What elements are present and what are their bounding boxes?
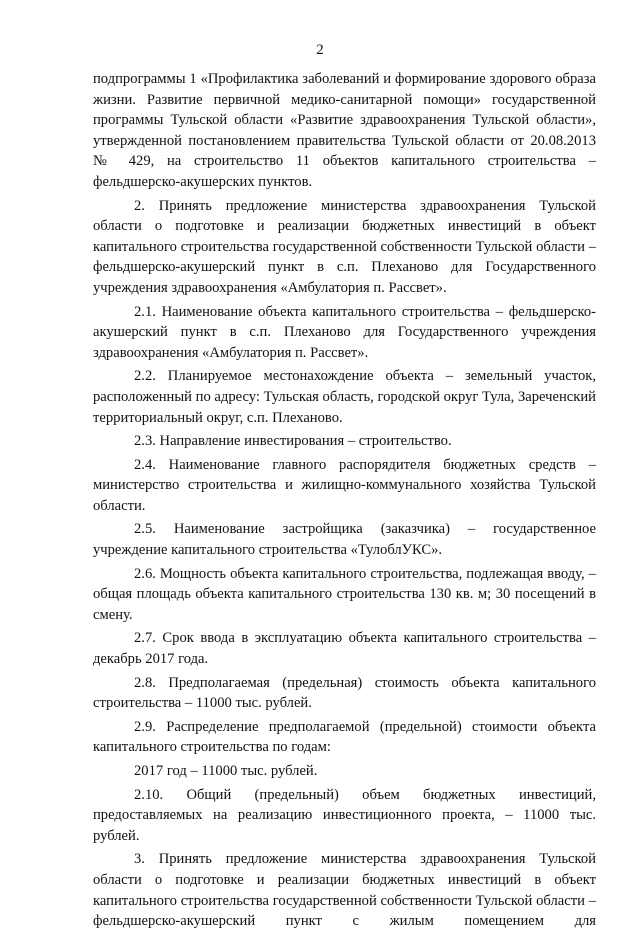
paragraph-continuation: подпрограммы 1 «Профилактика заболеваний и формирование здорового образа жизни. Развитие первичной медико-санитарной помощи» государственной программы Тульской области «Развитие здравоохранения Тульской области», утвержденной постановлением правительства Тульской области от 20.08.2013 № 429, на строительство 11 объектов капитального строительства – фельдшерско-акушерских пунктов. xyxy=(93,71,596,190)
paragraph-2: 2. Принять предложение министерства здравоохранения Тульской области о подготовке и реализации бюджетных инвестиций в объект капитального строительства государственной собственности Тульской области – фельдшерско-акушерский пункт в с.п. Плеханово для Государственного учреждения здравоохранения «Амбулатория п. Рассвет». xyxy=(93,197,596,296)
paragraph-2-7: 2.7. Срок ввода в эксплуатацию объекта капитального строительства – декабрь 2017 года. xyxy=(93,630,596,668)
paragraph-2-9: 2.9. Распределение предполагаемой (предельной) стоимости объекта капитального строительства по годам: xyxy=(93,718,596,756)
paragraph-2-1: 2.1. Наименование объекта капитального строительства – фельдшерско-акушерский пункт в с.п. Плеханово для Государственного учреждения здравоохранения «Амбулатория п. Рассвет». xyxy=(93,303,596,361)
paragraph-2-8: 2.8. Предполагаемая (предельная) стоимость объекта капитального строительства – 11000 тыс. рублей. xyxy=(93,674,596,712)
paragraph-2-3: 2.3. Направление инвестирования – строительство. xyxy=(134,433,452,450)
paragraph-3: 3. Принять предложение министерства здравоохранения Тульской области о подготовке и реализации бюджетных инвестиций в объект капитального строительства государственной собственности Тульской области – фельдшерско-акушерский пункт с жилым помещением для xyxy=(93,851,596,930)
paragraph-2-2: 2.2. Планируемое местонахождение объекта – земельный участок, расположенный по адресу: Тульская область, городской округ Тула, Зареченский территориальный округ, с.п. Плеханово. xyxy=(93,368,596,426)
paragraph-2-6: 2.6. Мощность объекта капитального строительства, подлежащая вводу, – общая площадь объекта капитального строительства 130 кв. м; 30 посещений в смену. xyxy=(93,565,596,623)
paragraph-2-10: 2.10. Общий (предельный) объем бюджетных инвестиций, предоставляемых на реализацию инвестиционного проекта, – 11000 тыс. рублей. xyxy=(93,786,596,844)
page-number: 2 xyxy=(316,42,324,58)
paragraph-2-5: 2.5. Наименование застройщика (заказчика) – государственное учреждение капитального строительства «ТулоблУКС». xyxy=(93,521,596,559)
paragraph-2-4: 2.4. Наименование главного распорядителя бюджетных средств – министерство строительства и жилищно-коммунального хозяйства Тульской области. xyxy=(93,456,596,514)
document-body xyxy=(93,69,596,935)
paragraph-2-9-year: 2017 год – 11000 тыс. рублей. xyxy=(134,763,318,779)
